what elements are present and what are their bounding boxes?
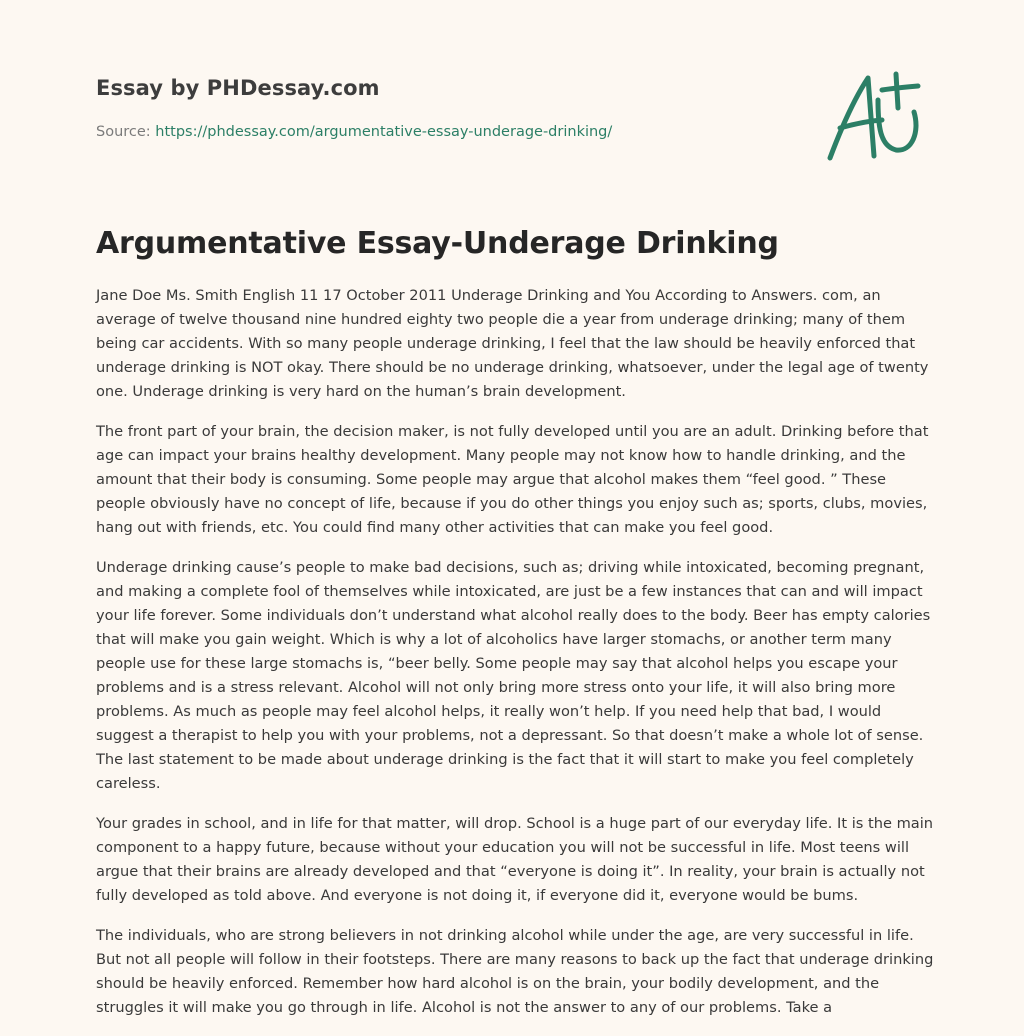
essay-paragraph: Underage drinking cause’s people to make bad decisions, such as; driving while intoxicated, becoming pregnant, and making a complete fool of themselves while intoxicated, are just be a few instances that can and will impact your life forever. Some individuals don’t understand what alcohol really does to the body. Beer has empty calories that will make you gain weight. Which is why a lot of alcoholics have larger stomachs, or another term many people use for these large stomachs is, “beer belly. Some people may say that alcohol helps you escape your problems and is a stress relevant. Alcohol will not only bring more stress onto your life, it will also bring more problems. As much as people may feel alcohol helps, it really won’t help. If you need help that bad, I would suggest a therapist to help you with your problems, not a depressant. So that doesn’t make a whole lot of sense. The last statement to be made about underage drinking is the fact that it will start to make you feel completely careless. xyxy=(96,559,931,792)
source-line xyxy=(96,124,612,140)
site-brand: Essay by PHDessay.com xyxy=(96,76,380,100)
source-label: Source: xyxy=(96,124,151,140)
source-link[interactable]: https://phdessay.com/argumentative-essay-underage-drinking/ xyxy=(155,124,613,140)
essay-paragraph: Your grades in school, and in life for that matter, will drop. School is a huge part of our everyday life. It is the main component to a happy future, because without your education you will not be successful in life. Most teens will argue that their brains are already developed and that “everyone is doing it”. In reality, your brain is actually not fully developed as told above. And everyone is not doing it, if everyone did it, everyone would be bums. xyxy=(96,815,934,904)
essay-paragraph: The front part of your brain, the decision maker, is not fully developed until you are an adult. Drinking before that age can impact your brains healthy development. Many people may not know how to handle drinking, and the amount that their body is consuming. Some people may argue that alcohol makes them “feel good. ” These people obviously have no concept of life, because if you do other things you enjoy such as; sports, clubs, movies, hang out with friends, etc. You could find many other activities that can make you feel good. xyxy=(96,423,929,536)
a-plus-logo-icon xyxy=(818,66,930,166)
essay-paragraph: Jane Doe Ms. Smith English 11 17 October 2011 Underage Drinking and You According to Answers. com, an average of twelve thousand nine hundred eighty two people die a year from underage drinking; many of them being car accidents. With so many people underage drinking, I feel that the law should be heavily enforced that underage drinking is NOT okay. There should be no underage drinking, whatsoever, under the legal age of twenty one. Underage drinking is very hard on the human’s brain development. xyxy=(96,287,929,400)
essay-body xyxy=(96,284,938,1036)
essay-title: Argumentative Essay-Underage Drinking xyxy=(96,226,779,261)
essay-paragraph: The individuals, who are strong believers in not drinking alcohol while under the age, are very successful in life. But not all people will follow in their footsteps. There are many reasons to back up the fact that underage drinking should be heavily enforced. Remember how hard alcohol is on the brain, your bodily development, and the struggles it will make you go through in life. Alcohol is not the answer to any of our problems. Take a xyxy=(96,927,934,1016)
